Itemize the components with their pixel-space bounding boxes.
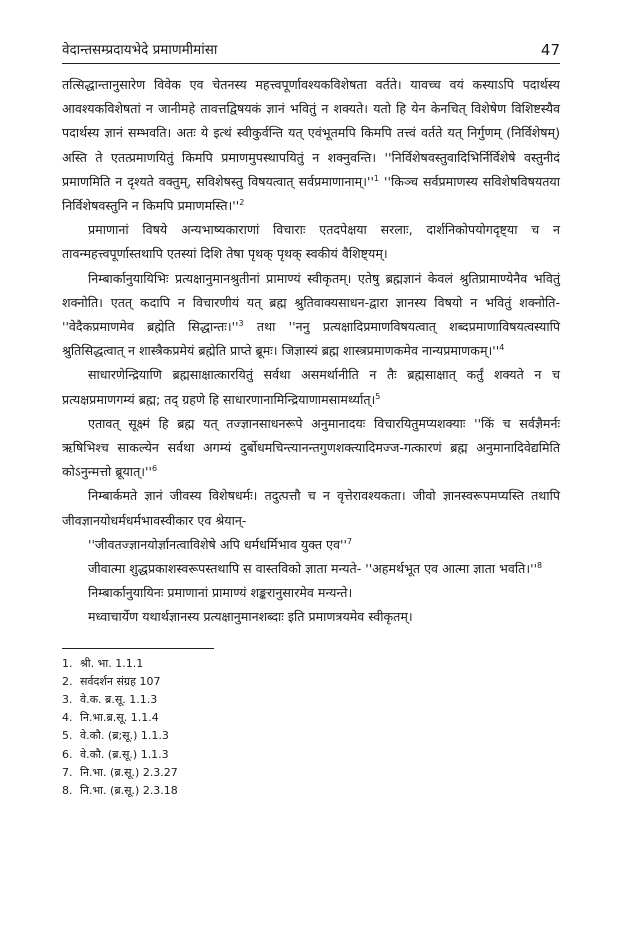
- footnote-ref: 3: [238, 318, 244, 328]
- paragraph-text: एतावत् सूक्ष्मं हि ब्रह्म यत् तज्ज्ञानसाधनरूपे अनुमानादयः विचारयितुमप्यशक्याः ''किं च सर्वज्ञैमर्नः ऋषिभिश्च साकल्येन सर्वथा अगम्यं दुर्बोधमचिन्त्यानन्तगुणशक्त्यादिमज्ज-गत्कारणं ब्रह्म अनुमानादिवेद्यमिति कोऽनुन्मत्तो ब्रूयात्।'': [62, 415, 560, 480]
- footnote-text: नि.भा. (ब्र.सू.) 2.3.27: [80, 765, 178, 779]
- footnote-text: श्री. भा. 1.1.1: [80, 656, 144, 670]
- footnote-ref: 8: [537, 560, 543, 570]
- footnote-divider: [62, 648, 214, 649]
- footnote-ref: 1: [373, 173, 380, 183]
- footnote-number: 1.: [62, 656, 73, 670]
- footnote-text: वे.कौ. (ब्र;सू.) 1.1.3: [80, 729, 169, 743]
- footnote-number: 6.: [62, 747, 73, 761]
- footnote: [62, 691, 560, 709]
- footnote-ref: 6: [151, 464, 158, 474]
- footnote: [62, 673, 560, 691]
- paragraph-9: [62, 581, 560, 605]
- footnote: [62, 764, 560, 782]
- footnote-number: 7.: [62, 765, 73, 779]
- running-header: [62, 40, 560, 64]
- footnote-number: 5.: [62, 729, 73, 743]
- footnote-text: वे.कौ. (ब्र.सू.) 1.1.3: [80, 747, 169, 761]
- footnote-text: नि.भा. (ब्र.सू.) 2.3.18: [80, 784, 178, 798]
- paragraph-4: [62, 363, 560, 411]
- body-text: [62, 73, 560, 630]
- paragraph-text: निम्बार्कानुयायिनः प्रमाणानां प्रामाण्यं शङ्करानुसारमेव मन्यन्ते।: [88, 585, 353, 601]
- paragraph-10: [62, 605, 560, 629]
- footnote-text: नि.भा.ब्र.सू. 1.1.4: [80, 711, 159, 725]
- paragraph-text: साधारणेन्द्रियाणि ब्रह्मसाक्षात्कारयितुं सर्वथा असमर्थानीति न तैः ब्रह्मसाक्षात् कर्तुं शक्यते न च प्रत्यक्षप्रमाणगम्यं ब्रह्म; तद् ग्रहणे हि साधारणानामिन्द्रियाणामसामर्थ्यात्।: [62, 367, 560, 407]
- footnote-ref: 2: [239, 197, 245, 207]
- footnote-text: वे.क. ब्र.सू. 1.1.3: [80, 693, 158, 707]
- paragraph-5: [62, 412, 560, 485]
- paragraph-3: [62, 267, 560, 364]
- footnote: [62, 727, 560, 745]
- footnote-number: 2.: [62, 674, 73, 688]
- paragraph-2: [62, 218, 560, 266]
- footnote-number: 8.: [62, 784, 73, 798]
- paragraph-text: तत्सिद्धान्तानुसारेण विवेक एव चेतनस्य महत्त्वपूर्णावश्यकविशेषता वर्तते। यावच्च वयं कस्याऽपि पदार्थस्य आवश्यकविशेषतां न जानीमहे तावत्तद्विषयकं ज्ञानं भवितुं न शक्यते। यतो हि येन केनचित् विशेषेण विशिष्टस्यैव पदार्थस्य ज्ञानं सम्भवति। अतः ये इत्थं स्वीकुर्वन्ति यत् एवंभूतमपि किमपि तत्त्वं वर्तते यत् निर्गुणम् (निर्विशेषम्) अस्ति ते एतत्प्रमाणयितुं किमपि प्रमाणमुपस्थापयितुं न शक्नुवन्ति। ''निर्विशेषवस्तुवादिभिर्निर्विशेषे वस्तुनीदं प्रमाणमिति न दृश्यते वक्तुम्, सविशेषस्तु विषयत्वात् सर्वप्रमाणानाम्।'': [62, 77, 560, 189]
- footnote-text: सर्वदर्शन संग्रह 107: [80, 674, 161, 688]
- footnote: [62, 782, 560, 800]
- footnote: [62, 655, 560, 673]
- footnote-number: 3.: [62, 693, 73, 707]
- footnote: [62, 746, 560, 764]
- footnote-ref: 7: [346, 536, 353, 546]
- footnote-number: 4.: [62, 711, 73, 725]
- paragraph-text: जीवात्मा शुद्धप्रकाशस्वरूपस्तथापि स वास्तविको ज्ञाता मन्यते- ''अहमर्थभूत एव आत्मा ज्ञाता भवति।'': [88, 561, 538, 577]
- paragraph-text: निम्बार्कमते ज्ञानं जीवस्य विशेषधर्मः। तदुत्पत्तौ च न वृत्तेरावश्यकता। जीवो ज्ञानस्वरूपमप्यस्ति तथापि जीवज्ञानयोधर्मधर्मभावस्वीकार एव श्रेयान्-: [62, 488, 560, 528]
- paragraph-text: मध्वाचार्येण यथार्थज्ञानस्य प्रत्यक्षानुमानशब्दाः इति प्रमाणत्रयमेव स्वीकृतम्।: [88, 609, 413, 625]
- footnotes: [62, 655, 560, 801]
- paragraph-text: निम्बार्कानुयायिभिः प्रत्यक्षानुमानश्रुतीनां प्रामाण्यं स्वीकृतम्। एतेषु ब्रह्मज्ञानं केवलं श्रुतिप्रामाण्येनैव भवितुं शक्नोति। एतत् कदापि न विचारणीयं यत् ब्रह्म श्रुतिवाक्यसाधन-द्वारा ज्ञानस्य विषयो न भवितुं शक्नोति- ''वेदैकप्रमाणमेव ब्रह्मेति सिद्धान्तः।'': [62, 270, 560, 335]
- quote-line: [62, 533, 560, 557]
- paragraph-6: [62, 484, 560, 532]
- footnote-ref: 5: [375, 391, 381, 401]
- footnote-ref: 4: [499, 343, 505, 353]
- paragraph-8: [62, 557, 560, 581]
- paragraph-text: ''किञ्च सर्वप्रमाणस्य सविशेषविषयतया निर्विशेषवस्तुनि न किमपि प्रमाणमस्ति।'': [62, 173, 560, 214]
- footnote: [62, 709, 560, 727]
- paragraph-text: प्रमाणानां विषये अन्यभाष्यकाराणां विचाराः एतदपेक्षया सरलाः, दार्शनिकोपयोगदृष्ट्या च न तावन्महत्त्वपूर्णास्तथापि एतस्यां दिशि तेषा पृथक् पृथक् स्वकीयं वैशिष्ट्यम्।: [62, 222, 560, 262]
- paragraph-text: तथा ''ननु प्रत्यक्षादिप्रमाणविषयत्वात् शब्दप्रमाणाविषयत्वस्यापि श्रुतिसिद्धत्वात् न शास्त्रैकप्रमेयं ब्रह्मेति प्राप्ते ब्रूमः। जिज्ञास्यं ब्रह्म शास्त्रप्रमाणकमेव नान्यप्रमाणकम्।'': [62, 319, 560, 359]
- paragraph-1: [62, 73, 560, 218]
- page: [62, 40, 560, 800]
- running-title: वेदान्तसम्प्रदायभेदे प्रमाणमीमांसा: [62, 42, 218, 58]
- page-number: 47: [540, 41, 560, 59]
- paragraph-text: ''जीवतज्ज्ञानयोर्ज्ञानत्वाविशेषे अपि धर्मधर्मिभाव युक्त एव'': [88, 536, 347, 552]
